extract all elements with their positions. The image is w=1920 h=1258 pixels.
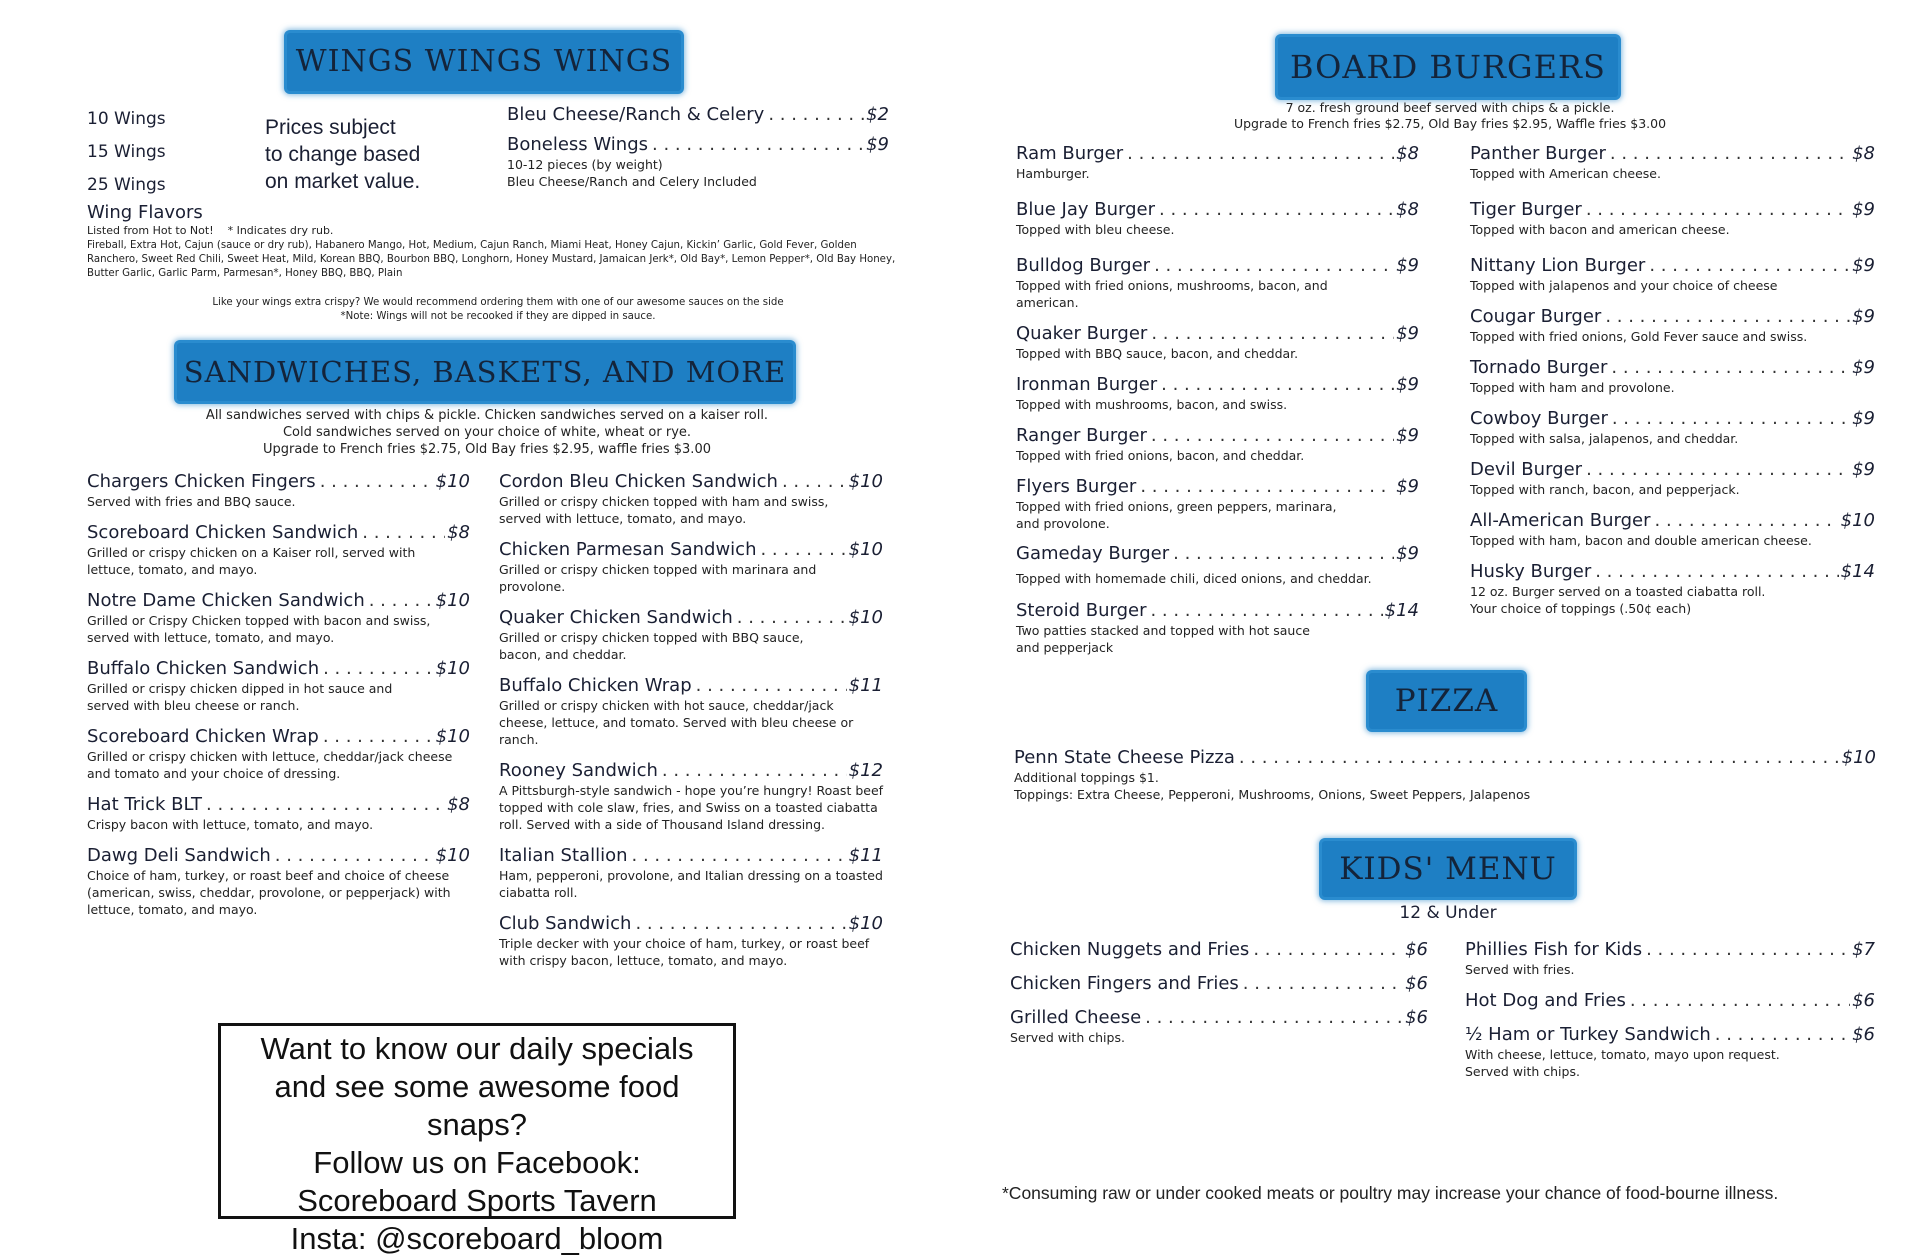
sandwiches-intro [87,407,887,458]
item-price: $10 [1840,510,1875,531]
item-price: $10 [848,607,883,628]
item-price: $10 [848,913,883,934]
item-name: Ram Burger [1016,143,1124,164]
wing-flavors-list: Fireball, Extra Hot, Cajun (sauce or dry rub), Habanero Mango, Hot, Medium, Cajun Ranch, Miami Heat, Honey Cajun, Kickin’ Garlic, Gold Fever, Golden Ranchero, Sweet Red Chili, Sweet Heat, Mild, Korean BBQ, Bourbon BBQ, Longhorn, Honey Mustard, Jamaican Jerk*, Old Bay*, Lemon Pepper*, Old Bay Honey, Butter Garlic, Garlic Parm, Parmesan*, Honey BBQ, BBQ, Plain [87,240,896,279]
item-name: Blue Jay Burger [1016,199,1156,220]
item-name: Nittany Lion Burger [1470,255,1646,276]
item-desc: Grilled or crispy chicken with hot sauce, cheddar/jack cheese, lettuce, and tomato. Served with bleu cheese or ranch. [499,698,854,747]
price-note-line: Prices subject [265,116,396,139]
wing-flavors-sub: Listed from Hot to Not! * Indicates dry rub. [87,224,334,237]
social-box [218,1023,736,1256]
menu-item [87,794,470,833]
menu-item [1470,306,1875,345]
menu-item [1014,747,1876,803]
menu-item [499,471,883,527]
item-name: Buffalo Chicken Wrap [499,675,692,696]
item-desc: Topped with fried onions, green peppers, marinara, and provolone. [1016,499,1337,531]
item-name: Dawg Deli Sandwich [87,845,271,866]
item-price: $10 [435,658,470,679]
item-price: $9 [1852,459,1875,480]
item-name: Ranger Burger [1016,425,1147,446]
item-name: Gameday Burger [1016,543,1170,564]
item-name: Chicken Fingers and Fries [1010,973,1239,994]
item-desc: Crispy bacon with lettuce, tomato, and mayo. [87,817,374,832]
item-name: Chargers Chicken Fingers [87,471,316,492]
item-desc: Choice of ham, turkey, or roast beef and choice of cheese (american, swiss, cheddar, provolone, or pepperjack) with lettuce, tomato, and mayo. [87,868,451,917]
item-desc: Grilled or crispy chicken on a Kaiser roll, served with lettuce, tomato, and mayo. [87,545,416,577]
item-desc: Topped with bleu cheese. [1016,222,1175,237]
item-name: Tiger Burger [1470,199,1582,220]
disclaimer: *Consuming raw or under cooked meats or poultry may increase your chance of food-bourne illness. [1002,1183,1779,1203]
item-price: $6 [1852,1024,1875,1045]
item-name: Cowboy Burger [1470,408,1608,429]
intro-line: Upgrade to French fries $2.75, Old Bay fries $2.95, Waffle fries $3.00 [1233,116,1667,131]
item-price: $11 [848,675,883,696]
kids-subtitle: 12 & Under [1399,903,1497,923]
item-desc: Grilled or crispy chicken topped with marinara and provolone. [499,562,817,594]
item-price: $9 [1852,199,1875,220]
item-desc: Grilled or crispy chicken topped with BBQ sauce, bacon, and cheddar. [499,630,804,662]
item-name: Quaker Burger [1016,323,1148,344]
kids-title: KIDS' MENU [1339,851,1557,887]
item-name: Scoreboard Chicken Wrap [87,726,319,747]
menu-item [87,726,470,782]
recook-note: *Note: Wings will not be recooked if they are dipped in sauce. [340,311,656,322]
social-line: Follow us on Facebook: [313,1145,641,1180]
item-name: All-American Burger [1470,510,1651,531]
item-name: Bleu Cheese/Ranch & Celery [507,104,765,125]
menu-item [1470,143,1875,182]
item-name: Cougar Burger [1470,306,1602,327]
menu-item [1016,374,1419,413]
menu-item [1016,600,1419,656]
item-desc: 12 oz. Burger served on a toasted ciabatta roll. Your choice of toppings (.50¢ each) [1470,584,1766,616]
menu-item [87,522,470,578]
item-desc: Served with fries and BBQ sauce. [87,494,296,509]
item-name: Club Sandwich [499,913,632,934]
item-desc: Grilled or crispy chicken with lettuce, cheddar/jack cheese and tomato and your choice of dressing. [87,749,453,781]
burgers-banner [1278,37,1618,97]
item-desc: Topped with ranch, bacon, and pepperjack. [1470,482,1740,497]
item-price: $10 [435,726,470,747]
menu-item [87,471,470,510]
item-desc: Grilled or Crispy Chicken topped with bacon and swiss, served with lettuce, tomato, and mayo. [87,613,431,645]
menu-item [1016,255,1419,311]
menu-item [499,539,883,595]
item-price: $9 [1396,543,1419,564]
menu-item [1465,1024,1875,1080]
item-price: $10 [435,845,470,866]
menu-item [1016,543,1419,587]
item-price: $10 [435,471,470,492]
item-name: Rooney Sandwich [499,760,658,781]
item-desc: Topped with homemade chili, diced onions, and cheddar. [1016,571,1372,586]
item-desc: 10-12 pieces (by weight) Bleu Cheese/Ranch and Celery Included [507,157,757,189]
item-price: $6 [1852,990,1875,1011]
item-desc: Triple decker with your choice of ham, turkey, or roast beef with crispy bacon, lettuce, tomato, and mayo. [499,936,870,968]
item-price: $11 [848,845,883,866]
item-name: Boneless Wings [507,134,649,155]
item-name: Bulldog Burger [1016,255,1151,276]
item-desc: Topped with bacon and american cheese. [1470,222,1730,237]
price-note-line: to change based [265,143,421,166]
wings-banner [287,33,681,91]
item-price: $14 [1840,561,1875,582]
menu-item [1470,357,1875,396]
item-price: $7 [1852,939,1875,960]
item-name: Hat Trick BLT [87,794,203,815]
item-desc: Topped with fried onions, bacon, and cheddar. [1016,448,1305,463]
item-price: $9 [1396,374,1419,395]
item-desc: Topped with mushrooms, bacon, and swiss. [1016,397,1288,412]
item-price: $9 [1852,306,1875,327]
item-price: $10 [1841,747,1876,768]
menu-item [87,590,470,646]
menu-item [499,913,883,969]
item-price: $12 [848,760,883,781]
sandwiches-title: SANDWICHES, BASKETS, AND MORE [183,355,787,389]
item-price: $6 [1405,973,1428,994]
item-desc: Ham, pepperoni, provolone, and Italian dressing on a toasted ciabatta roll. [499,868,883,900]
intro-line: Cold sandwiches served on your choice of white, wheat or rye. [282,425,692,440]
sandwiches-banner [177,343,793,401]
pizza-banner [1369,673,1524,729]
item-desc: Additional toppings $1. Toppings: Extra Cheese, Pepperoni, Mushrooms, Onions, Sweet Peppers, Jalapenos [1014,770,1531,802]
menu-item [499,607,883,663]
price-note-line: on market value. [265,170,421,193]
menu-item [1016,199,1419,238]
item-price: $9 [866,134,889,155]
menu-item [1470,255,1875,294]
item-price: $8 [1852,143,1875,164]
item-name: Italian Stallion [499,845,628,866]
social-line: Scoreboard Sports Tavern [297,1183,657,1218]
menu-item [1465,939,1875,978]
item-name: Chicken Parmesan Sandwich [499,539,757,560]
item-desc: Hamburger. [1016,166,1090,181]
item-name: Penn State Cheese Pizza [1014,747,1235,768]
menu-item [1016,425,1419,464]
wing-counts [87,103,166,202]
item-price: $9 [1396,425,1419,446]
item-desc: Two patties stacked and topped with hot sauce and pepperjack [1016,623,1310,655]
item-desc: Served with chips. [1010,1030,1125,1045]
item-name: Chicken Nuggets and Fries [1010,939,1250,960]
item-price: $8 [1396,143,1419,164]
menu-item [499,845,883,901]
item-price: $14 [1384,600,1419,621]
price-note [265,114,420,195]
item-price: $9 [1396,323,1419,344]
menu-item [87,658,470,714]
item-price: $2 [866,104,889,125]
item-desc: Topped with American cheese. [1470,166,1661,181]
item-desc: Topped with ham and provolone. [1470,380,1675,395]
item-price: $8 [447,794,470,815]
item-name: Tornado Burger [1470,357,1608,378]
menu-item [499,760,883,833]
item-name: Cordon Bleu Chicken Sandwich [499,471,778,492]
menu-item [1010,1007,1428,1046]
intro-line: 7 oz. fresh ground beef served with chips & a pickle. [1285,100,1615,115]
item-name: Husky Burger [1470,561,1592,582]
social-line: Want to know our daily specials [260,1031,694,1066]
item-name: Phillies Fish for Kids [1465,939,1643,960]
item-desc: Topped with ham, bacon and double american cheese. [1470,533,1812,548]
item-name: Grilled Cheese [1010,1007,1142,1028]
wing-count-10: 10 Wings [87,109,166,129]
item-desc: Grilled or crispy chicken topped with ham and swiss, served with lettuce, tomato, and mayo. [499,494,829,526]
wing-count-25: 25 Wings [87,175,166,195]
social-line: Insta: @scoreboard_bloom [290,1221,664,1256]
item-price: $10 [435,590,470,611]
menu-item [1470,199,1875,238]
menu-item [1016,143,1419,182]
item-price: $10 [848,539,883,560]
item-desc: A Pittsburgh-style sandwich - hope you’re hungry! Roast beef topped with cole slaw, fries, and Swiss on a toasted ciabatta roll. Served with a side of Thousand Island dressing. [499,783,884,832]
pizza-title: PIZZA [1394,683,1499,719]
menu-item [87,845,470,918]
item-price: $9 [1852,408,1875,429]
item-price: $9 [1396,255,1419,276]
item-desc: Topped with fried onions, Gold Fever sauce and swiss. [1470,329,1808,344]
social-line: and see some awesome food snaps? [274,1069,680,1142]
item-name: Quaker Chicken Sandwich [499,607,733,628]
item-name: Devil Burger [1470,459,1583,480]
item-price: $8 [1396,199,1419,220]
item-desc: Topped with jalapenos and your choice of cheese [1470,278,1778,293]
item-price: $10 [848,471,883,492]
item-price: $9 [1852,357,1875,378]
kids-banner [1322,841,1574,897]
intro-line: All sandwiches served with chips & pickle. Chicken sandwiches served on a kaiser roll. [205,408,769,423]
item-price: $8 [447,522,470,543]
item-desc: Topped with fried onions, mushrooms, bacon, and american. [1016,278,1328,310]
menu-item [507,104,889,125]
wing-flavors-title: Wing Flavors [87,202,203,223]
intro-line: Upgrade to French fries $2.75, Old Bay fries $2.95, waffle fries $3.00 [263,442,711,457]
menu-item [1016,323,1419,362]
item-price: $6 [1405,939,1428,960]
menu-item [1010,973,1428,994]
menu-item [1470,561,1875,617]
item-name: ½ Ham or Turkey Sandwich [1465,1024,1711,1045]
menu-item [1470,510,1875,549]
item-desc: Topped with salsa, jalapenos, and cheddar. [1470,431,1739,446]
menu-item [1470,459,1875,498]
item-name: Hot Dog and Fries [1465,990,1626,1011]
menu-item [507,134,889,190]
crispy-note: Like your wings extra crispy? We would recommend ordering them with one of our awesome sauces on the side [212,297,784,308]
burgers-intro [1160,100,1740,132]
item-desc: With cheese, lettuce, tomato, mayo upon request. Served with chips. [1465,1047,1780,1079]
item-name: Ironman Burger [1016,374,1158,395]
item-price: $9 [1396,476,1419,497]
item-desc: Served with fries. [1465,962,1575,977]
menu-item [1010,939,1428,960]
item-price: $9 [1852,255,1875,276]
item-price: $6 [1405,1007,1428,1028]
item-name: Steroid Burger [1016,600,1147,621]
menu-item [1016,476,1419,532]
item-name: Panther Burger [1470,143,1606,164]
item-name: Notre Dame Chicken Sandwich [87,590,365,611]
item-desc: Topped with BBQ sauce, bacon, and cheddar. [1016,346,1299,361]
item-name: Scoreboard Chicken Sandwich [87,522,359,543]
burgers-title: BOARD BURGERS [1290,48,1606,86]
wings-title: WINGS WINGS WINGS [295,44,673,79]
item-name: Flyers Burger [1016,476,1137,497]
item-desc: Grilled or crispy chicken dipped in hot sauce and served with bleu cheese or ranch. [87,681,393,713]
menu-item [1470,408,1875,447]
menu-item [499,675,883,748]
menu-item [1465,990,1875,1011]
wing-count-15: 15 Wings [87,142,166,162]
item-name: Buffalo Chicken Sandwich [87,658,320,679]
